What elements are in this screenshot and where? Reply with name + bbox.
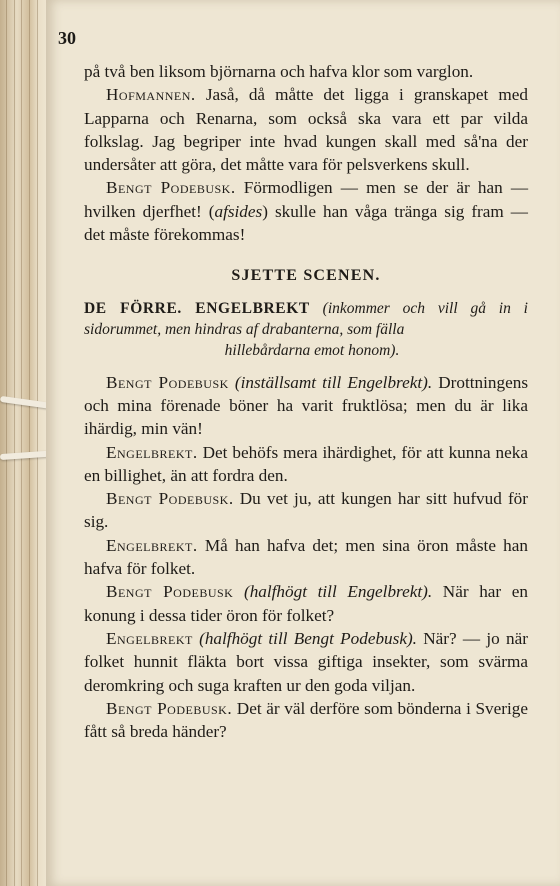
- scene-heading: SJETTE SCENEN.: [231, 267, 381, 285]
- character-list: DE FÖRRE. ENGELBREKT: [84, 299, 310, 317]
- dialogue-line: Bengt Podebusk. Du vet ju, att kungen har sitt hufvud för sig.: [84, 489, 529, 532]
- text-block-top: [84, 60, 528, 743]
- book-page-edges: [0, 0, 48, 886]
- speaker-name: Bengt Podebusk: [106, 582, 234, 602]
- dialogue-line: Engelbrekt. Det behöfs mera ihärdighet, för att kunna neka en billighet, än att fordra den.: [84, 442, 528, 485]
- speaker-name: Bengt Podebusk.: [106, 178, 236, 198]
- speaker-name: Bengt Podebusk: [106, 372, 229, 392]
- speaker-name: Bengt Podebusk.: [106, 489, 234, 509]
- dialogue-line: Bengt Podebusk. Det är väl derföre som bönderna i Sverige fått så breda händer?: [84, 698, 528, 742]
- page-number: 30: [58, 28, 76, 48]
- dialogue-line: Engelbrekt (halfhögt till Bengt Podebusk). När? — jo när folket hunnit fläkta bort vissa giftiga insekter, som svärma deromkring och suga kraften ur den goda viljan.: [84, 628, 528, 695]
- stage-direction: (halfhögt till Engelbrekt).: [233, 582, 433, 602]
- speaker-name: Hofmannen.: [106, 85, 196, 105]
- stage-direction-block: [84, 298, 528, 361]
- dialogue-line: Bengt Podebusk (halfhögt till Engelbrekt). När har en konung i dessa tider öron för folket?: [84, 582, 528, 625]
- stage-direction: (inställsamt till Engelbrekt).: [228, 372, 433, 392]
- speaker-name: Engelbrekt: [106, 628, 193, 648]
- stage-direction: afsides: [214, 201, 263, 221]
- dialogue-line: Engelbrekt. Må han hafva det; men sina öron måste han hafva för folket.: [84, 535, 528, 579]
- speaker-name: Bengt Podebusk.: [106, 698, 233, 718]
- dialogue-line: Bengt Podebusk (inställsamt till Engelbrekt). Drottningens och mina förenade böner ha varit fruktlösa; men du är lika ihärdig, min vän!: [84, 372, 529, 439]
- paragraph: på två ben liksom björnarna och hafva klor som varglon.: [84, 62, 474, 81]
- speaker-name: Engelbrekt.: [106, 442, 198, 462]
- stage-direction: (halfhögt till Bengt Podebusk).: [192, 628, 417, 648]
- dialogue-line: Bengt Podebusk. Förmodligen — men se der är han — hvilken djerfhet! (afsides) skulle han våga tränga sig fram — det måste förekommas!: [84, 178, 529, 245]
- stage-direction: hillebårdarna emot honom).: [224, 341, 400, 359]
- speaker-name: Engelbrekt.: [106, 535, 198, 555]
- dialogue-line: Hofmannen. Jaså, då måtte det ligga i granskapet med Lapparna och Renarna, som också ska vara ett par vilda folkslag. Jag begriper inte hvad kungen skall med så'na der undersåter att göra, det måtte vara för pelsverkens skull.: [84, 85, 528, 175]
- stage-direction: (inkommer och vill gå in i sidorummet, men hindras af drabanterna, som fälla: [84, 299, 528, 338]
